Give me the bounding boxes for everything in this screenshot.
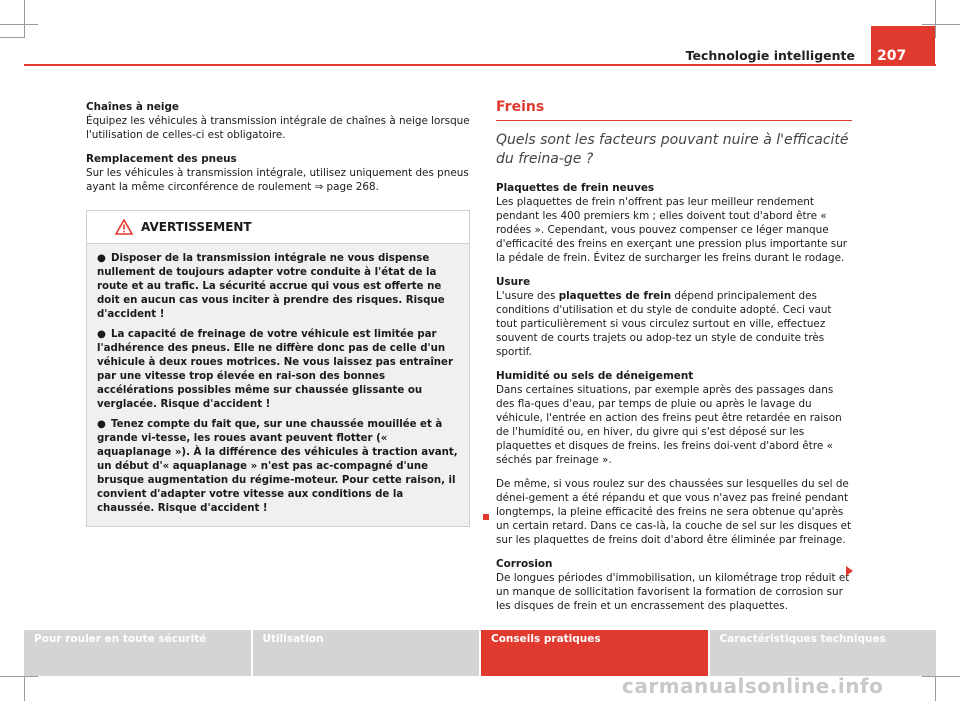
tyres-heading: Remplacement des pneus <box>86 153 237 165</box>
crop-mark <box>0 676 38 677</box>
tab-practical-tips[interactable]: Conseils pratiques <box>481 630 710 676</box>
bullet-icon: ● <box>97 253 106 264</box>
bullet-icon: ● <box>97 329 106 340</box>
new-pads-section <box>496 181 852 265</box>
crop-mark <box>935 0 936 38</box>
warning-item: ● Tenez compte du fait que, sur une chaussée mouillée et à grande vi-tesse, les roues avant peuvent flotter (« aquaplanage »). À la différence des véhicules à traction avant, un début d'« aquaplanage » n'est pas ac-compagné d'une brusque augmentation du régime-moteur. Pour cette raison, il convient d'adapter votre vitesse aux conditions de la chaussée. Risque d'accident ! <box>97 419 458 514</box>
tyres-section <box>86 152 470 194</box>
crop-mark <box>0 24 38 25</box>
wear-heading: Usure <box>496 276 531 288</box>
warning-box <box>86 210 470 527</box>
crop-mark <box>24 0 25 38</box>
page-number: 207 <box>871 26 935 66</box>
chains-heading: Chaînes à neige <box>86 101 179 113</box>
bullet-icon: ● <box>97 419 106 430</box>
new-pads-text: Les plaquettes de frein n'offrent pas leur meilleur rendement pendant les 400 premiers km ; elles doivent tout d'abord être « rodées ». Cependant, vous pouvez compenser ce léger manque d'efficacité des freins en exerçant une pression plus importante sur la pédale de frein. Évitez de surcharger les freins durant le rodage. <box>496 196 848 264</box>
warning-triangle-icon <box>115 219 133 235</box>
tab-operation[interactable]: Utilisation <box>253 630 482 676</box>
warning-item: ● Disposer de la transmission intégrale ne vous dispense nullement de toujours adapter votre conduite à l'état de la route et au trafic. La sécurité accrue qui vous est offerte ne doit en aucun cas vous inciter à prendre des risques. Risque d'accident ! <box>97 253 445 320</box>
header-rule <box>24 64 936 66</box>
humidity-text: Dans certaines situations, par exemple après des passages dans des fla-ques d'eau, par temps de pluie ou après le lavage du véhicule, l'entrée en action des freins peut être retardée en raison de l'humidité ou, en hiver, du givre qui s'est déposé sur les plaquettes et disques de freins. les freins doi-vent d'abord être « séchés par freinage ». <box>496 384 842 466</box>
right-column <box>496 100 852 623</box>
warning-title: AVERTISSEMENT <box>141 220 252 234</box>
tyres-text: Sur les véhicules à transmission intégrale, utilisez uniquement des pneus ayant la même circonférence de roulement ⇒ page 268. <box>86 167 469 193</box>
wear-keyword: plaquettes de frein <box>558 290 672 302</box>
corrosion-heading: Corrosion <box>496 558 553 570</box>
humidity-heading: Humidité ou sels de déneigement <box>496 370 694 382</box>
warning-item: ● La capacité de freinage de votre véhicule est limitée par l'adhérence des pneus. Elle ne diffère donc pas de celle d'un véhicule à deux roues motrices. Ne vous laissez pas entraîner par une vitesse trop élevée en rai-son des bonnes accélérations possibles même sur chaussée glissante ou verglacée. Risque d'accident ! <box>97 329 453 410</box>
crop-mark <box>922 24 960 25</box>
corrosion-text: De longues périodes d'immobilisation, un kilométrage trop réduit et un manque de sollicitation favorisent la formation de corrosion sur les disques de frein et un encrassement des plaquettes. <box>496 572 850 612</box>
tab-safety[interactable]: Pour rouler en toute sécurité <box>24 630 253 676</box>
running-header-title: Technologie intelligente <box>685 48 855 63</box>
chains-section <box>86 100 470 142</box>
warning-header <box>87 211 469 244</box>
crop-mark <box>922 676 960 677</box>
wear-section: Usure L'usure des plaquettes de frein dépend principalement des conditions d'utilisation et du style de conduite adopté. Ceci vaut tout particulièrement si vous circulez surtout en ville, effectuez souvent de courts trajets ou adop-tez un style de conduite très sportif. <box>496 275 852 359</box>
left-column <box>86 100 470 527</box>
warning-body <box>87 244 469 526</box>
chains-text: Équipez les véhicules à transmission intégrale de chaînes à neige lorsque l'utilisation de celles-ci est obligatoire. <box>86 115 470 141</box>
section-title: Freins <box>496 100 852 121</box>
humidity-section <box>496 369 852 467</box>
salt-text: De même, si vous roulez sur des chaussées sur lesquelles du sel de dénei-gement a été répandu et que vous n'avez pas freiné pendant longtemps, la pleine efficacité des freins ne sera obtenue qu'après un certain retard. Dans ce cas-là, la couche de sel sur les disques et sur les plaquettes de freins doit d'abord être éliminée par freinage. <box>496 478 852 546</box>
new-pads-heading: Plaquettes de frein neuves <box>496 182 655 194</box>
corrosion-section <box>496 557 852 613</box>
tab-technical-data[interactable]: Caractéristiques techniques <box>710 630 937 676</box>
watermark: carmanualsonline.info <box>622 674 884 698</box>
continue-arrow-icon <box>846 566 853 576</box>
section-end-icon <box>483 514 489 520</box>
question-heading: Quels sont les facteurs pouvant nuire à l'efficacité du freina-ge ? <box>496 132 849 167</box>
footer-nav <box>24 630 936 676</box>
crop-mark <box>0 37 24 38</box>
